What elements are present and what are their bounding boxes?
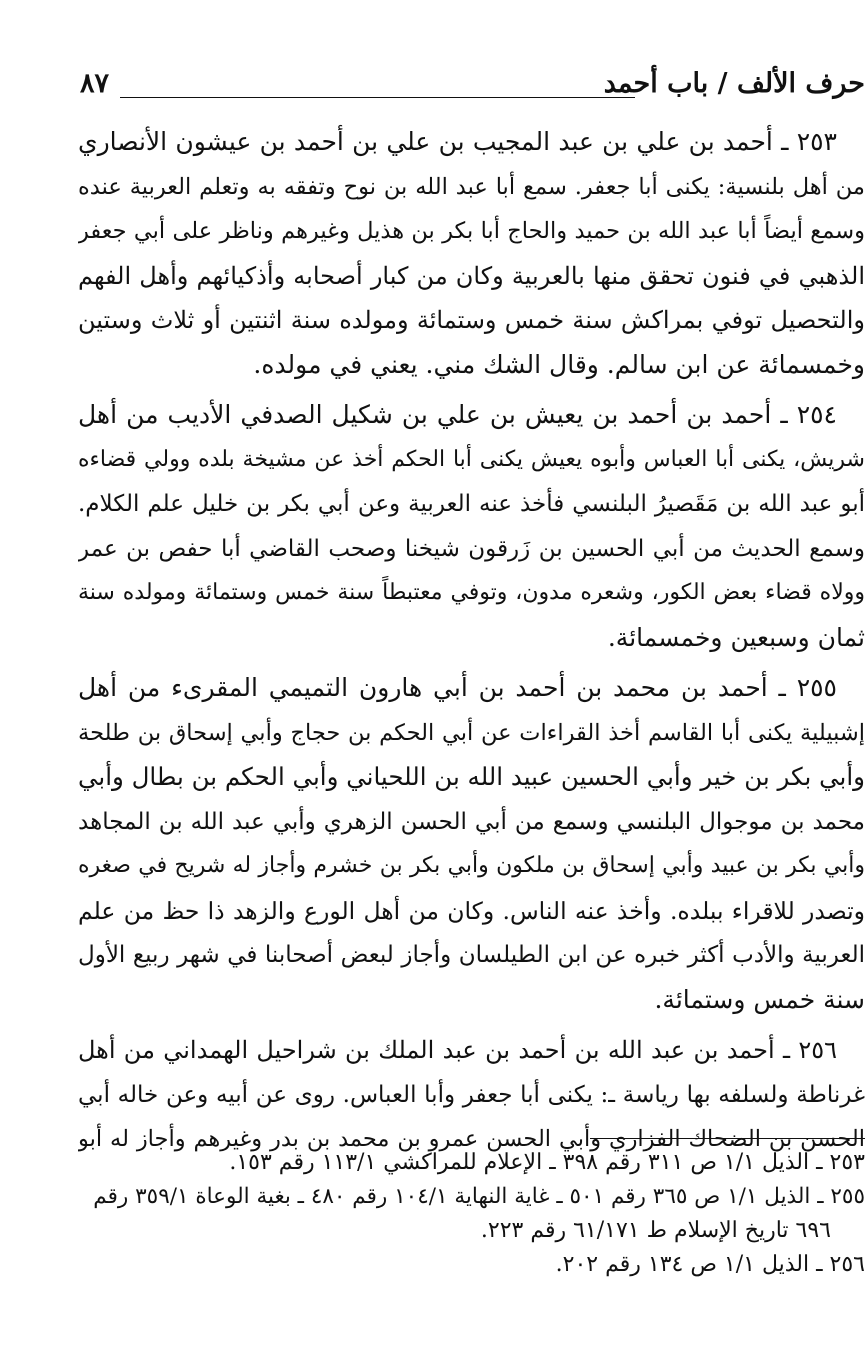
text-line: ٢٥٣ ـ أحمد بن علي بن عبد المجيب بن علي بن أحمد بن عيشون الأنصاري	[78, 127, 837, 156]
text-line: العربية والأدب أكثر خبره عن ابن الطيلسان وأجاز لبعض أصحابنا في شهر ربيع الأول	[78, 942, 865, 968]
main-text	[78, 120, 865, 1168]
text-line: شريش، يكنى أبا العباس وأبوه يعيش يكنى أبا الحكم أخذ عن مشيخة بلده وولي قضاءه	[78, 446, 865, 472]
page-number: ٨٧	[80, 68, 110, 99]
footnote-255: ٢٥٥ ـ الذيل ١/١ ص ٣٦٥ رقم ٥٠١ ـ غاية النهاية ١٠٤/١ رقم ٤٨٠ ـ بغية الوعاة ٣٥٩/١ رقم	[93, 1184, 865, 1209]
text-line: وأبي بكر بن خير وأبي الحسين عبيد الله بن اللحياني وأبي الحكم بن بطال وأبي	[78, 762, 865, 791]
footnote-253: ٢٥٣ ـ الذيل ١/١ ص ٣١١ رقم ٣٩٨ ـ الإعلام للمراكشي ١١٣/١ رقم ١٥٣.	[229, 1150, 865, 1175]
text-line: من أهل بلنسية: يكنى أبا جعفر. سمع أبا عبد الله بن نوح وتفقه به وتعلم العربية عنده	[78, 173, 865, 200]
text-line: غرناطة ولسلفه بها رياسة ـ: يكنى أبا جعفر وأبا العباس. روى عن أبيه وعن خاله أبي	[78, 1081, 865, 1108]
text-line: وتصدر للاقراء ببلده. وأخذ عنه الناس. وكان من أهل الورع والزهد ذا حظ من علم	[78, 896, 865, 925]
text-line: أبو عبد الله بن مَقَصيرُ البلنسي فأخذ عنه العربية وعن أبي بكر بن خليل علم الكلام.	[78, 491, 865, 517]
text-line: وأبي بكر بن عبيد وأبي إسحاق بن ملكون وأبي بكر بن خشرم وأجاز له شريح في صغره	[78, 853, 865, 878]
text-line: ٢٥٥ ـ أحمد بن محمد بن أحمد بن أبي هارون التميمي المقرىء من أهل	[78, 673, 837, 702]
header-rule	[120, 97, 635, 98]
footnote-256: ٢٥٦ ـ الذيل ١/١ ص ١٣٤ رقم ٢٠٢.	[555, 1252, 865, 1277]
text-line: ٢٥٤ ـ أحمد بن أحمد بن يعيش بن علي بن شكيل الصدفي الأديب من أهل	[78, 400, 837, 429]
running-title: حرف الألف / باب أحمد	[603, 68, 865, 99]
entry-255	[78, 666, 865, 1022]
text-line: وولاه قضاء بعض الكور، وشعره مدون، وتوفي معتبطاً سنة خمس وستمائة ومولده سنة	[78, 580, 865, 605]
text-line: إشبيلية يكنى أبا القاسم أخذ القراءات عن أبي الحكم بن حجاج وأبي إسحاق بن طلحة	[78, 719, 865, 746]
footnote-255-continued: ٦٩٦ تاريخ الإسلام ط ٦١/١٧١ رقم ٢٢٣.	[480, 1218, 831, 1243]
page-header	[80, 64, 865, 114]
text-line: وسمع الحديث من أبي الحسين بن زَرقون شيخنا وصحب القاضي أبا حفص بن عمر	[78, 535, 865, 562]
footnote-separator	[590, 1138, 865, 1139]
text-line: سنة خمس وستمائة.	[654, 984, 865, 1014]
entry-254	[78, 393, 865, 660]
text-line: الذهبي في فنون تحقق منها بالعربية وكان من كبار أصحابه وأذكيائهم وأهل الفهم	[78, 261, 865, 290]
text-line: الحسن بن الضحاك الفزاري وأبي الحسن عمرو بن محمد بن بدر وغيرهم وأجاز له أبو	[78, 1126, 865, 1152]
text-line: محمد بن موجوال البلنسي وسمع من أبي الحسن الزهري وأبي عبد الله بن المجاهد	[78, 808, 865, 835]
text-line: وخمسمائة عن ابن سالم. وقال الشك مني. يعني في مولده.	[253, 349, 865, 379]
footnotes	[78, 1146, 865, 1282]
entry-256	[78, 1028, 865, 1162]
entry-253	[78, 120, 865, 387]
text-line: ثمان وسبعين وخمسمائة.	[607, 622, 865, 652]
text-line: والتحصيل توفي بمراكش سنة خمس وستمائة ومولده سنة اثنتين أو ثلاث وستين	[78, 306, 865, 334]
text-line: ٢٥٦ ـ أحمد بن عبد الله بن أحمد بن عبد الملك بن شراحيل الهمداني من أهل	[78, 1036, 837, 1064]
text-line: وسمع أيضاً أبا عبد الله بن حميد والحاج أبا بكر بن هذيل وغيرهم وناظر على أبي جعفر	[78, 218, 865, 244]
